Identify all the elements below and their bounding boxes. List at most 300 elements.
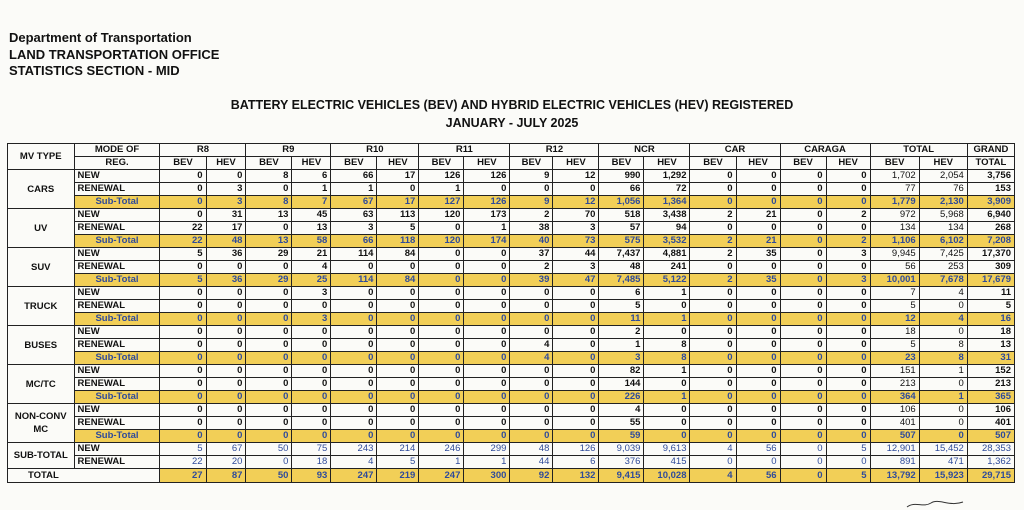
mv-type-cell: CARS [8,170,75,209]
value-cell: 13 [292,222,331,235]
header-bev: BEV [599,157,644,170]
value-cell: 364 [870,391,919,404]
value-cell: 37 [510,248,553,261]
value-cell: 0 [510,417,553,430]
value-cell: 0 [736,287,780,300]
value-cell: 3 [599,352,644,365]
value-cell: 0 [331,261,377,274]
value-cell: 11 [967,287,1014,300]
value-cell: 77 [870,183,919,196]
value-cell: 0 [553,300,599,313]
value-cell: 39 [510,274,553,287]
table-row [8,326,1015,339]
value-cell: 213 [967,378,1014,391]
value-cell: 127 [419,196,464,209]
subtotal-row [8,235,1015,248]
value-cell: 0 [160,378,206,391]
value-cell: 0 [419,339,464,352]
value-cell: 82 [599,365,644,378]
header-hev: HEV [553,157,599,170]
value-cell: 174 [464,235,510,248]
value-cell: 1 [599,339,644,352]
value-cell: 0 [419,326,464,339]
value-cell: 0 [736,430,780,443]
value-cell: 0 [553,287,599,300]
value-cell: 4 [510,339,553,352]
value-cell: 0 [160,196,206,209]
value-cell: 3,438 [644,209,690,222]
value-cell: 31 [967,352,1014,365]
value-cell: 0 [160,352,206,365]
signature-mark [905,500,965,508]
value-cell: 0 [206,417,246,430]
value-cell: 0 [246,183,292,196]
value-cell: 0 [780,391,826,404]
value-cell: 0 [206,313,246,326]
value-cell: 0 [690,430,736,443]
value-cell: 1,364 [644,196,690,209]
value-cell: 29 [246,274,292,287]
value-cell: 63 [331,209,377,222]
value-cell: 6,102 [919,235,967,248]
header-region: TOTAL [870,144,967,157]
value-cell: 247 [419,469,464,483]
value-cell: 0 [690,417,736,430]
value-cell: 0 [510,326,553,339]
value-cell: 0 [160,365,206,378]
value-cell: 21 [736,235,780,248]
mode-cell: NEW [74,404,160,417]
value-cell: 0 [780,352,826,365]
value-cell: 2 [826,235,870,248]
header-grand-a: GRAND [967,144,1014,157]
value-cell: 0 [292,326,331,339]
value-cell: 990 [599,170,644,183]
value-cell: 0 [826,261,870,274]
value-cell: 0 [690,339,736,352]
value-cell: 0 [377,391,419,404]
value-cell: 0 [160,391,206,404]
value-cell: 12 [553,196,599,209]
mode-cell: Sub-Total [74,196,160,209]
value-cell: 0 [510,365,553,378]
header-region: R10 [331,144,419,157]
mode-cell: NEW [74,170,160,183]
value-cell: 0 [553,430,599,443]
value-cell: 3 [553,222,599,235]
mode-cell: RENEWAL [74,339,160,352]
header-region: NCR [599,144,690,157]
value-cell: 134 [919,222,967,235]
value-cell: 8 [919,339,967,352]
value-cell: 0 [377,261,419,274]
value-cell: 0 [690,300,736,313]
value-cell: 120 [419,209,464,222]
value-cell: 0 [736,352,780,365]
value-cell: 0 [246,417,292,430]
value-cell: 415 [644,456,690,469]
value-cell: 36 [206,248,246,261]
value-cell: 0 [331,417,377,430]
value-cell: 45 [292,209,331,222]
header-hev: HEV [292,157,331,170]
value-cell: 0 [553,339,599,352]
value-cell: 7,678 [919,274,967,287]
value-cell: 1 [919,391,967,404]
value-cell: 50 [246,443,292,456]
value-cell: 29,715 [967,469,1014,483]
value-cell: 28,353 [967,443,1014,456]
value-cell: 0 [780,209,826,222]
value-cell: 126 [464,170,510,183]
value-cell: 27 [160,469,206,483]
value-cell: 891 [870,456,919,469]
value-cell: 67 [206,443,246,456]
mode-cell: NEW [74,443,160,456]
value-cell: 0 [377,404,419,417]
value-cell: 35 [736,274,780,287]
value-cell: 13 [246,209,292,222]
value-cell: 5,122 [644,274,690,287]
value-cell: 0 [246,300,292,313]
value-cell: 0 [826,300,870,313]
value-cell: 3 [292,313,331,326]
value-cell: 0 [553,391,599,404]
value-cell: 0 [690,196,736,209]
header-region: CAR [690,144,780,157]
value-cell: 55 [599,417,644,430]
mode-cell: RENEWAL [74,417,160,430]
value-cell: 4 [919,313,967,326]
value-cell: 0 [780,196,826,209]
value-cell: 0 [377,287,419,300]
value-cell: 219 [377,469,419,483]
value-cell: 0 [160,170,206,183]
value-cell: 0 [377,313,419,326]
mv-type-cell: NON-CONV MC [8,404,75,443]
mode-cell: Sub-Total [74,352,160,365]
value-cell: 0 [736,365,780,378]
value-cell: 0 [736,261,780,274]
value-cell: 0 [419,417,464,430]
value-cell: 0 [780,378,826,391]
table-row [8,300,1015,313]
value-cell: 0 [464,183,510,196]
value-cell: 0 [160,300,206,313]
mode-cell: NEW [74,365,160,378]
value-cell: 0 [510,430,553,443]
value-cell: 243 [331,443,377,456]
value-cell: 0 [377,352,419,365]
value-cell: 10,001 [870,274,919,287]
subtotal-row [8,313,1015,326]
value-cell: 0 [826,352,870,365]
value-cell: 31 [206,209,246,222]
value-cell: 0 [553,417,599,430]
value-cell: 126 [419,170,464,183]
value-cell: 84 [377,248,419,261]
value-cell: 0 [292,352,331,365]
value-cell: 0 [419,352,464,365]
value-cell: 0 [736,339,780,352]
value-cell: 75 [292,443,331,456]
value-cell: 13 [246,235,292,248]
value-cell: 120 [419,235,464,248]
value-cell: 4 [919,287,967,300]
value-cell: 67 [331,196,377,209]
value-cell: 0 [780,456,826,469]
value-cell: 0 [510,287,553,300]
value-cell: 1,056 [599,196,644,209]
value-cell: 0 [377,430,419,443]
value-cell: 0 [206,391,246,404]
value-cell: 0 [510,378,553,391]
value-cell: 6 [292,170,331,183]
value-cell: 1,106 [870,235,919,248]
value-cell: 8 [246,196,292,209]
header-hev: HEV [377,157,419,170]
value-cell: 0 [464,274,510,287]
value-cell: 0 [206,352,246,365]
value-cell: 0 [780,404,826,417]
table-row [8,287,1015,300]
value-cell: 7 [292,196,331,209]
value-cell: 3 [553,261,599,274]
value-cell: 0 [780,274,826,287]
value-cell: 0 [331,352,377,365]
value-cell: 4 [690,469,736,483]
value-cell: 0 [690,183,736,196]
value-cell: 9 [510,196,553,209]
header-region: R8 [160,144,246,157]
header-bev: BEV [419,157,464,170]
value-cell: 0 [644,404,690,417]
mv-type-cell: SUB-TOTAL [8,443,75,469]
value-cell: 0 [331,378,377,391]
value-cell: 5 [599,300,644,313]
report-title: BATTERY ELECTRIC VEHICLES (BEV) AND HYBRID ELECTRIC VEHICLES (HEV) REGISTERED [230,98,794,112]
value-cell: 5 [160,248,206,261]
value-cell: 3 [206,183,246,196]
mv-type-cell: SUV [8,248,75,287]
value-cell: 0 [780,430,826,443]
value-cell: 2 [690,235,736,248]
value-cell: 0 [160,404,206,417]
header-mv-type: MV TYPE [8,144,75,170]
value-cell: 0 [736,391,780,404]
mv-type-cell: BUSES [8,326,75,365]
value-cell: 5 [870,339,919,352]
mode-cell: RENEWAL [74,378,160,391]
table-row [8,365,1015,378]
value-cell: 76 [919,183,967,196]
value-cell: 5 [967,300,1014,313]
value-cell: 93 [292,469,331,483]
value-cell: 0 [246,261,292,274]
value-cell: 0 [160,183,206,196]
value-cell: 0 [644,378,690,391]
value-cell: 1,779 [870,196,919,209]
value-cell: 0 [826,170,870,183]
office-header [9,30,219,80]
value-cell: 376 [599,456,644,469]
value-cell: 87 [206,469,246,483]
value-cell: 0 [292,365,331,378]
value-cell: 0 [419,222,464,235]
report-period: JANUARY - JULY 2025 [445,116,579,130]
value-cell: 9,613 [644,443,690,456]
value-cell: 365 [967,391,1014,404]
value-cell: 2,054 [919,170,967,183]
subtotal-row [8,196,1015,209]
value-cell: 35 [736,248,780,261]
value-cell: 0 [690,352,736,365]
value-cell: 3 [292,287,331,300]
value-cell: 300 [464,469,510,483]
value-cell: 57 [599,222,644,235]
value-cell: 0 [780,469,826,483]
value-cell: 575 [599,235,644,248]
value-cell: 0 [206,326,246,339]
value-cell: 17,679 [967,274,1014,287]
value-cell: 0 [246,391,292,404]
value-cell: 15,923 [919,469,967,483]
value-cell: 20 [206,456,246,469]
value-cell: 0 [331,430,377,443]
value-cell: 0 [690,222,736,235]
value-cell: 17 [377,196,419,209]
value-cell: 48 [206,235,246,248]
value-cell: 0 [510,183,553,196]
value-cell: 0 [780,222,826,235]
value-cell: 48 [599,261,644,274]
value-cell: 0 [246,378,292,391]
value-cell: 4 [510,352,553,365]
value-cell: 0 [246,404,292,417]
value-cell: 72 [644,183,690,196]
value-cell: 38 [510,222,553,235]
value-cell: 0 [736,404,780,417]
value-cell: 0 [780,261,826,274]
value-cell: 50 [246,469,292,483]
header-region: R12 [510,144,599,157]
value-cell: 1 [292,183,331,196]
value-cell: 59 [599,430,644,443]
value-cell: 0 [464,248,510,261]
value-cell: 0 [690,313,736,326]
value-cell: 44 [553,248,599,261]
value-cell: 4 [599,404,644,417]
value-cell: 2 [690,248,736,261]
mode-cell: RENEWAL [74,261,160,274]
value-cell: 144 [599,378,644,391]
value-cell: 25 [292,274,331,287]
value-cell: 126 [464,196,510,209]
value-cell: 0 [464,378,510,391]
mode-cell: Sub-Total [74,391,160,404]
total-row [8,469,1015,483]
value-cell: 0 [246,430,292,443]
value-cell: 0 [919,404,967,417]
value-cell: 9,945 [870,248,919,261]
value-cell: 7,208 [967,235,1014,248]
value-cell: 0 [644,417,690,430]
header-region: R11 [419,144,510,157]
value-cell: 518 [599,209,644,222]
value-cell: 0 [377,417,419,430]
value-cell: 309 [967,261,1014,274]
value-cell: 0 [690,261,736,274]
value-cell: 47 [553,274,599,287]
value-cell: 0 [419,313,464,326]
value-cell: 0 [736,300,780,313]
value-cell: 5 [160,443,206,456]
mode-cell: RENEWAL [74,456,160,469]
value-cell: 0 [464,300,510,313]
value-cell: 0 [826,183,870,196]
value-cell: 94 [644,222,690,235]
value-cell: 1 [419,456,464,469]
value-cell: 0 [160,313,206,326]
value-cell: 7,485 [599,274,644,287]
table-row [8,248,1015,261]
value-cell: 2 [510,209,553,222]
value-cell: 1 [464,222,510,235]
value-cell: 0 [464,391,510,404]
value-cell: 0 [464,404,510,417]
table-row [8,222,1015,235]
value-cell: 0 [690,378,736,391]
value-cell: 0 [780,183,826,196]
mode-cell: Sub-Total [74,235,160,248]
value-cell: 13,792 [870,469,919,483]
value-cell: 1,292 [644,170,690,183]
value-cell: 0 [826,417,870,430]
value-cell: 113 [377,209,419,222]
mv-type-cell: MC/TC [8,365,75,404]
value-cell: 0 [736,183,780,196]
value-cell: 0 [464,261,510,274]
mode-cell: RENEWAL [74,222,160,235]
value-cell: 56 [736,443,780,456]
value-cell: 15,452 [919,443,967,456]
value-cell: 2 [826,209,870,222]
value-cell: 8 [246,170,292,183]
value-cell: 17,370 [967,248,1014,261]
value-cell: 40 [510,235,553,248]
header-bev: BEV [331,157,377,170]
value-cell: 13 [967,339,1014,352]
value-cell: 0 [292,430,331,443]
value-cell: 0 [553,404,599,417]
value-cell: 0 [919,430,967,443]
value-cell: 0 [331,287,377,300]
value-cell: 0 [331,339,377,352]
value-cell: 0 [826,456,870,469]
value-cell: 0 [206,365,246,378]
value-cell: 22 [160,222,206,235]
value-cell: 0 [246,326,292,339]
value-cell: 3,756 [967,170,1014,183]
value-cell: 2 [690,209,736,222]
value-cell: 11 [599,313,644,326]
value-cell: 0 [826,287,870,300]
value-cell: 8 [644,352,690,365]
value-cell: 0 [736,170,780,183]
value-cell: 0 [826,404,870,417]
value-cell: 0 [160,430,206,443]
value-cell: 0 [736,326,780,339]
